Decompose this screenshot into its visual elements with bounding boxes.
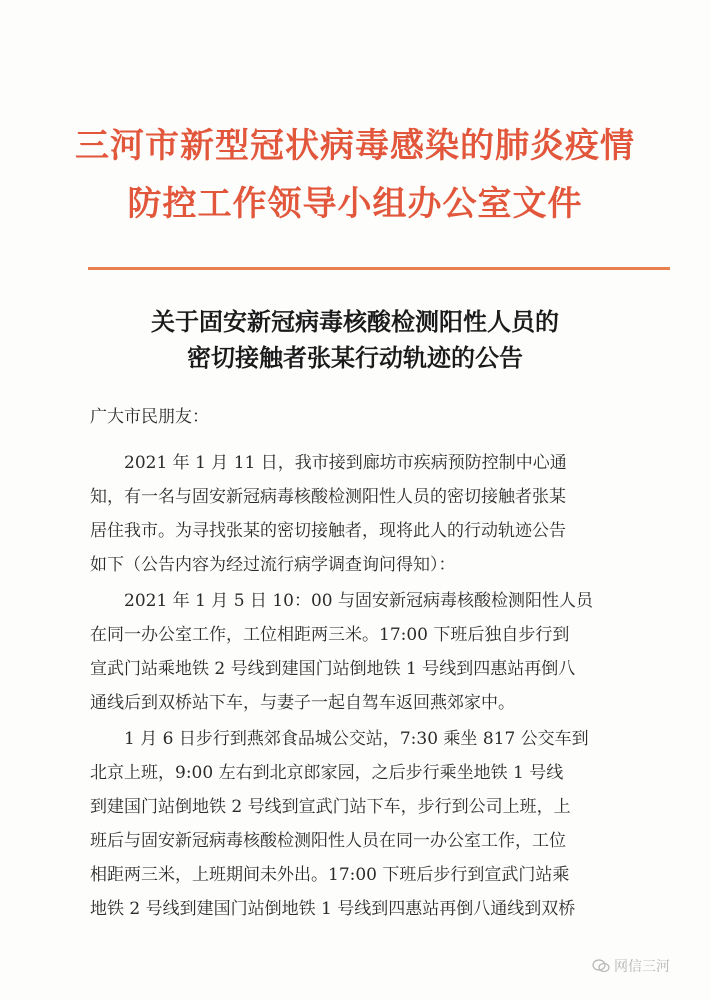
issuer-header-line-1: 三河市新型冠状病毒感染的肺炎疫情 xyxy=(75,126,635,166)
notice-title-line-1: 关于固安新冠病毒核酸检测阳性人员的 xyxy=(151,308,559,336)
body-line: 2021 年 1 月 5 日 10：00 与固安新冠病毒核酸检测阳性人员 xyxy=(124,591,593,611)
issuer-header-line-2: 防控工作领导小组办公室文件 xyxy=(127,184,583,224)
body-line: 知，有一名与固安新冠病毒核酸检测阳性人员的密切接触者张某 xyxy=(90,487,566,507)
body-line: 在同一办公室工作，工位相距两三米。17:00 下班后独自步行到 xyxy=(90,625,570,645)
header-divider xyxy=(88,267,670,270)
body-line: 1 月 6 日步行到燕郊食品城公交站，7:30 乘坐 817 公交车到 xyxy=(124,729,589,749)
watermark-label: 网信三河 xyxy=(614,959,670,975)
body-line: 居住我市。为寻找张某的密切接触者，现将此人的行动轨迹公告 xyxy=(90,521,566,541)
notice-title-line-2: 密切接触者张某行动轨迹的公告 xyxy=(187,344,523,372)
salutation: 广大市民朋友： xyxy=(90,407,209,427)
body-line: 2021 年 1 月 11 日，我市接到廊坊市疾病预防控制中心通 xyxy=(124,453,567,473)
wechat-watermark xyxy=(592,956,670,976)
wechat-icon xyxy=(592,959,610,973)
body-line: 如下（公告内容为经过流行病学调查询问得知）： xyxy=(90,555,456,575)
body-line: 通线后到双桥站下车，与妻子一起自驾车返回燕郊家中。 xyxy=(90,693,515,713)
body-line: 北京上班，9:00 左右到北京郎家园，之后步行乘坐地铁 1 号线 xyxy=(90,763,564,783)
body-line: 相距两三米，上班期间未外出。17:00 下班后步行到宣武门站乘 xyxy=(90,865,570,885)
body-line: 宣武门站乘地铁 2 号线到建国门站倒地铁 1 号线到四惠站再倒八 xyxy=(90,659,576,679)
body-line: 地铁 2 号线到建国门站倒地铁 1 号线到四惠站再倒八通线到双桥 xyxy=(90,899,576,919)
body-line: 到建国门站倒地铁 2 号线到宣武门站下车，步行到公司上班，上 xyxy=(90,797,571,817)
body-line: 班后与固安新冠病毒核酸检测阳性人员在同一办公室工作，工位 xyxy=(90,831,566,851)
